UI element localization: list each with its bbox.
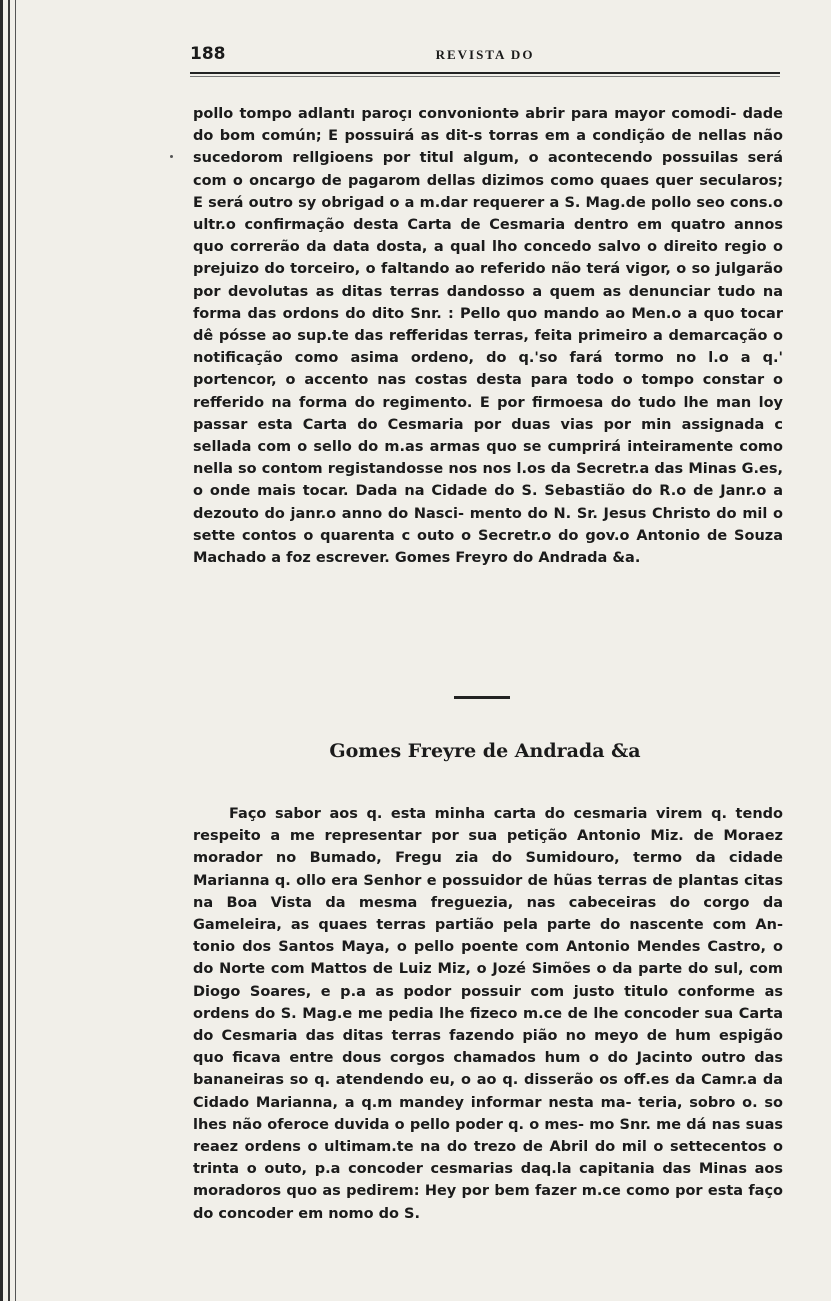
page-header xyxy=(190,44,780,68)
section-heading: Gomes Freyre de Andrada &a xyxy=(329,740,641,762)
header-rule xyxy=(190,72,780,74)
section-divider-rule xyxy=(454,696,510,699)
paragraph-2: Faço sabor aos q. esta minha carta do cesmaria virem q. tendo respeito a me representar por sua petição Antonio Miz. de Moraez morador no Bumado, Fregu zia do Sumidouro, termo da cidade Marianna q. ollo era Senhor e possuidor de hũas terras de plantas citas na Boa Vista da mesma freguezia, nas cabeceiras do corgo da Gameleira, as quaes terras partião pela parte do nascente com An- tonio dos Santos Maya, o pello poente com Antonio Mendes Castro, o do Norte com Mattos de Luiz Miz, o Jozé Simões o da parte do sul, com Diogo Soares, e p.a as podor possuir com justo titulo conforme as ordens do S. Mag.e me pedia lhe fizeco m.ce de lhe concoder sua Carta do Cesmaria das ditas terras fazendo pião no meyo de hum espigão quo ficava entre dous corgos chamados hum o do Jacinto outro das bananeiras so q. atendendo eu, o ao q. disserão os off.es da Camr.a da Cidado Marianna, a q.m mandey informar nesta ma- teria, sobro o. so lhes não oferoce duvida o pello poder q. o mes- mo Snr. me dá nas suas reaez ordens o ultimam.te na do trezo de Abril do mil o settecentos o trinta o outo, p.a concoder cesmarias daq.la capitania das Minas aos moradoros quo as pedirem: Hey por bem fazer m.ce como por esta faço do concoder em nomo do S. xyxy=(193,806,783,1222)
stray-ink-dot xyxy=(170,155,173,158)
paragraph-1: pollo tompo adlantı paroçı convoniontə abrir para mayor comodi- dade do bom común; E possuirá as dit-s torras em a condição de nellas não sucedorom rellgioens por titul algum, o acontecendo possuilas será com o oncargo de pagarom dellas dizimos como quaes quer secularos; E será outro sy obrigad o a m.dar requerer a S. Mag.de pollo seo cons.o ultr.o confirmação desta Carta de Cesmaria dentro em quatro annos quo correrão da data dosta, a qual lho concedo salvo o direito regio o prejuizo do torceiro, o faltando ao referido não terá vigor, o so julgarão por devolutas as ditas terras dandosso a quem as denunciar tudo na forma das ordons do dito Snr. : Pello quo mando ao Men.o a quo tocar dê pósse ao sup.te das refferidas terras, feita primeiro a demarcação o notificação como asima ordeno, do q.'so fará tormo no l.o a q.' portencor, o accento nas costas desta para todo o tompo constar o refferido na forma do regimento. E por firmoesa do tudo lhe man loy passar esta Carta do Cesmaria por duas vias por min assignada c sellada com o sello do m.as armas quo se cumprirá inteiramente como nella so contom registandosse nos nos l.os da Secretr.a das Minas G.es, o onde mais tocar. Dada na Cidade do S. Sebastião do R.o de Janr.o a dezouto do janr.o anno do Nasci- mento do N. Sr. Jesus Christo do mil o sette contos o quarenta c outo o Secretr.o do gov.o Antonio de Souza Machado a foz escrever. Gomes Freyro do Andrada &a. xyxy=(193,106,783,567)
running-head: REVISTA DO xyxy=(435,47,535,62)
book-binding-edge xyxy=(0,0,22,1301)
page-number: 188 xyxy=(190,44,226,64)
header-rule-thin xyxy=(190,76,780,77)
